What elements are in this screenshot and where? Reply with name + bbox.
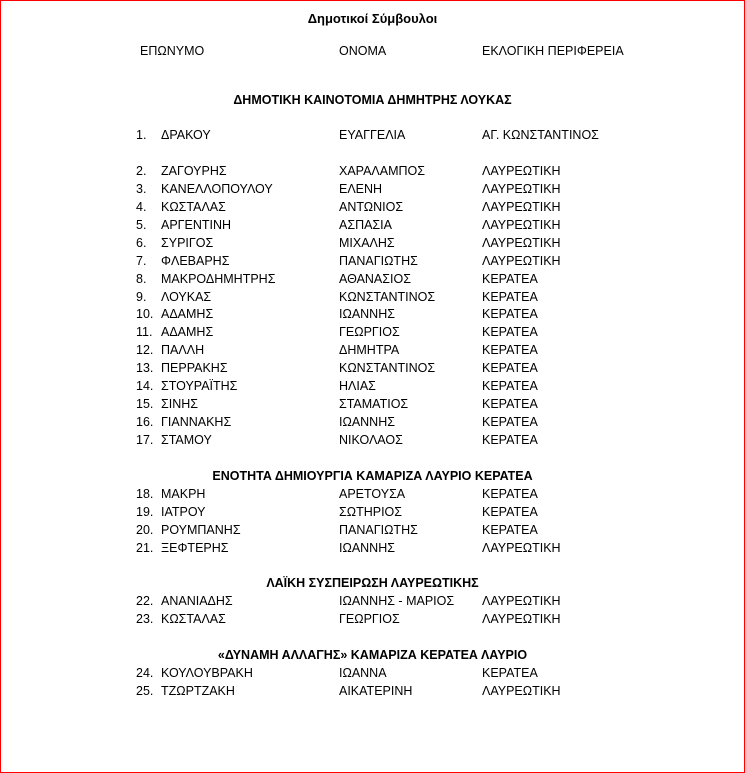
councillor-row [0,306,745,322]
row-name: ΙΩΑΝΝΗΣ [339,541,395,555]
section-title: ΛΑΪΚΗ ΣΥΣΠΕΙΡΩΣΗ ΛΑΥΡΕΩΤΙΚΗΣ [266,576,479,590]
row-number: 19. [136,505,154,519]
row-number: 4. [136,200,147,214]
councillor-row [0,593,745,609]
header-name: ΟΝΟΜΑ [339,44,387,58]
councillor-row [0,683,745,699]
row-number: 8. [136,272,147,286]
row-number: 22. [136,594,154,608]
row-name: ΕΥΑΓΓΕΛΙΑ [339,128,406,142]
row-district: ΚΕΡΑΤΕΑ [482,487,538,501]
row-name: ΣΩΤΗΡΙΟΣ [339,505,402,519]
row-number: 12. [136,343,154,357]
row-number: 11. [136,325,153,339]
row-name: ΕΛΕΝΗ [339,182,383,196]
row-name: ΠΑΝΑΓΙΩΤΗΣ [339,254,418,268]
row-name: ΙΩΑΝΝΗΣ - ΜΑΡΙΟΣ [339,594,455,608]
row-name: ΗΛΙΑΣ [339,379,376,393]
row-number: 14. [136,379,154,393]
page-title: Δημοτικοί Σύμβουλοι [307,11,438,26]
row-number: 10. [136,307,154,321]
councillor-row [0,235,745,251]
row-name: ΔΗΜΗΤΡΑ [339,343,400,357]
row-surname: ΑΝΑΝΙΑΔΗΣ [161,594,233,608]
row-number: 24. [136,666,154,680]
row-surname: ΖΑΓΟΥΡΗΣ [161,164,227,178]
row-district: ΛΑΥΡΕΩΤΙΚΗ [482,236,561,250]
row-name: ΓΕΩΡΓΙΟΣ [339,325,400,339]
section-title: «ΔΥΝΑΜΗ ΑΛΛΑΓΗΣ» ΚΑΜΑΡΙΖΑ ΚΕΡΑΤΕΑ ΛΑΥΡΙΟ [217,648,528,662]
row-district: ΚΕΡΑΤΕΑ [482,505,538,519]
header-surname: ΕΠΩΝΥΜΟ [140,44,205,58]
row-district: ΚΕΡΑΤΕΑ [482,666,538,680]
councillor-row [0,253,745,269]
row-district: ΛΑΥΡΕΩΤΙΚΗ [482,541,561,555]
row-surname: ΞΕΦΤΕΡΗΣ [161,541,229,555]
row-surname: ΠΑΛΛΗ [161,343,205,357]
row-name: ΑΡΕΤΟΥΣΑ [339,487,406,501]
row-number: 13. [136,361,154,375]
row-name: ΣΤΑΜΑΤΙΟΣ [339,397,409,411]
councillor-row [0,378,745,394]
row-surname: ΤΖΩΡΤΖΑΚΗ [161,684,235,698]
row-name: ΑΙΚΑΤΕΡΙΝΗ [339,684,413,698]
header-district: ΕΚΛΟΓΙΚΗ ΠΕΡΙΦΕΡΕΙΑ [482,44,624,58]
row-name: ΠΑΝΑΓΙΩΤΗΣ [339,523,418,537]
row-district: ΚΕΡΑΤΕΑ [482,415,538,429]
column-headers [0,44,745,60]
row-district: ΚΕΡΑΤΕΑ [482,523,538,537]
councillor-row [0,360,745,376]
councillor-row [0,540,745,556]
row-district: ΛΑΥΡΕΩΤΙΚΗ [482,254,561,268]
row-surname: ΑΡΓΕΝΤΙΝΗ [161,218,232,232]
row-district: ΛΑΥΡΕΩΤΙΚΗ [482,200,561,214]
row-number: 16. [136,415,154,429]
row-surname: ΦΛΕΒΑΡΗΣ [161,254,230,268]
row-surname: ΠΕΡΡΑΚΗΣ [161,361,228,375]
row-number: 3. [136,182,147,196]
row-number: 15. [136,397,154,411]
row-number: 6. [136,236,147,250]
row-surname: ΑΔΑΜΗΣ [161,325,214,339]
row-district: ΚΕΡΑΤΕΑ [482,361,538,375]
row-number: 17. [136,433,154,447]
row-district: ΚΕΡΑΤΕΑ [482,290,538,304]
row-surname: ΔΡΑΚΟΥ [161,128,211,142]
row-district: ΚΕΡΑΤΕΑ [482,307,538,321]
row-name: ΙΩΑΝΝΗΣ [339,307,395,321]
row-surname: ΚΑΝΕΛΛΟΠΟΥΛΟΥ [161,182,273,196]
row-surname: ΣΤΑΜΟΥ [161,433,212,447]
row-name: ΑΘΑΝΑΣΙΟΣ [339,272,411,286]
row-district: ΚΕΡΑΤΕΑ [482,343,538,357]
row-district: ΑΓ. ΚΩΝΣΤΑΝΤΙΝΟΣ [482,128,599,142]
row-surname: ΓΙΑΝΝΑΚΗΣ [161,415,232,429]
councillor-row [0,432,745,448]
councillor-row [0,217,745,233]
row-surname: ΜΑΚΡΟΔΗΜΗΤΡΗΣ [161,272,276,286]
row-number: 18. [136,487,154,501]
councillor-row [0,181,745,197]
section-title: ΕΝΟΤΗΤΑ ΔΗΜΙΟΥΡΓΙΑ ΚΑΜΑΡΙΖΑ ΛΑΥΡΙΟ ΚΕΡΑΤΕΑ [212,469,533,483]
row-surname: ΣΙΝΗΣ [161,397,198,411]
row-district: ΛΑΥΡΕΩΤΙΚΗ [482,218,561,232]
councillor-row [0,163,745,179]
row-district: ΛΑΥΡΕΩΤΙΚΗ [482,684,561,698]
row-surname: ΙΑΤΡΟΥ [161,505,206,519]
councillor-row [0,324,745,340]
row-number: 5. [136,218,147,232]
councillor-row [0,522,745,538]
row-district: ΛΑΥΡΕΩΤΙΚΗ [482,164,561,178]
row-surname: ΣΤΟΥΡΑΪΤΗΣ [161,379,238,393]
row-surname: ΚΩΣΤΑΛΑΣ [161,612,226,626]
row-number: 7. [136,254,147,268]
row-surname: ΡΟΥΜΠΑΝΗΣ [161,523,241,537]
row-surname: ΚΟΥΛΟΥΒΡΑΚΗ [161,666,253,680]
row-district: ΛΑΥΡΕΩΤΙΚΗ [482,182,561,196]
row-district: ΚΕΡΑΤΕΑ [482,379,538,393]
councillor-row [0,665,745,681]
row-surname: ΜΑΚΡΗ [161,487,206,501]
row-name: ΜΙΧΑΛΗΣ [339,236,395,250]
councillor-row [0,271,745,287]
row-name: ΚΩΝΣΤΑΝΤΙΝΟΣ [339,361,436,375]
councillor-row [0,342,745,358]
row-number: 21. [136,541,154,555]
councillor-row [0,127,745,143]
row-district: ΚΕΡΑΤΕΑ [482,397,538,411]
row-name: ΝΙΚΟΛΑΟΣ [339,433,403,447]
row-district: ΚΕΡΑΤΕΑ [482,272,538,286]
row-name: ΙΩΑΝΝΗΣ [339,415,395,429]
row-district: ΚΕΡΑΤΕΑ [482,325,538,339]
row-name: ΓΕΩΡΓΙΟΣ [339,612,400,626]
row-number: 25. [136,684,154,698]
row-number: 20. [136,523,154,537]
row-name: ΙΩΑΝΝΑ [339,666,387,680]
row-surname: ΛΟΥΚΑΣ [161,290,212,304]
row-district: ΛΑΥΡΕΩΤΙΚΗ [482,612,561,626]
row-name: ΑΝΤΩΝΙΟΣ [339,200,404,214]
row-district: ΛΑΥΡΕΩΤΙΚΗ [482,594,561,608]
councillor-row [0,611,745,627]
councillor-row [0,396,745,412]
row-surname: ΣΥΡΙΓΟΣ [161,236,214,250]
councillor-row [0,289,745,305]
row-surname: ΚΩΣΤΑΛΑΣ [161,200,226,214]
councillor-row [0,504,745,520]
row-number: 9. [136,290,147,304]
row-number: 1. [136,128,147,142]
row-name: ΚΩΝΣΤΑΝΤΙΝΟΣ [339,290,436,304]
row-name: ΧΑΡΑΛΑΜΠΟΣ [339,164,425,178]
row-number: 2. [136,164,147,178]
row-number: 23. [136,612,154,626]
row-district: ΚΕΡΑΤΕΑ [482,433,538,447]
row-surname: ΑΔΑΜΗΣ [161,307,214,321]
councillor-row [0,199,745,215]
councillor-row [0,486,745,502]
section-title: ΔΗΜΟΤΙΚΗ ΚΑΙΝΟΤΟΜΙΑ ΔΗΜΗΤΡΗΣ ΛΟΥΚΑΣ [233,93,512,107]
councillor-row [0,414,745,430]
row-name: ΑΣΠΑΣΙΑ [339,218,392,232]
